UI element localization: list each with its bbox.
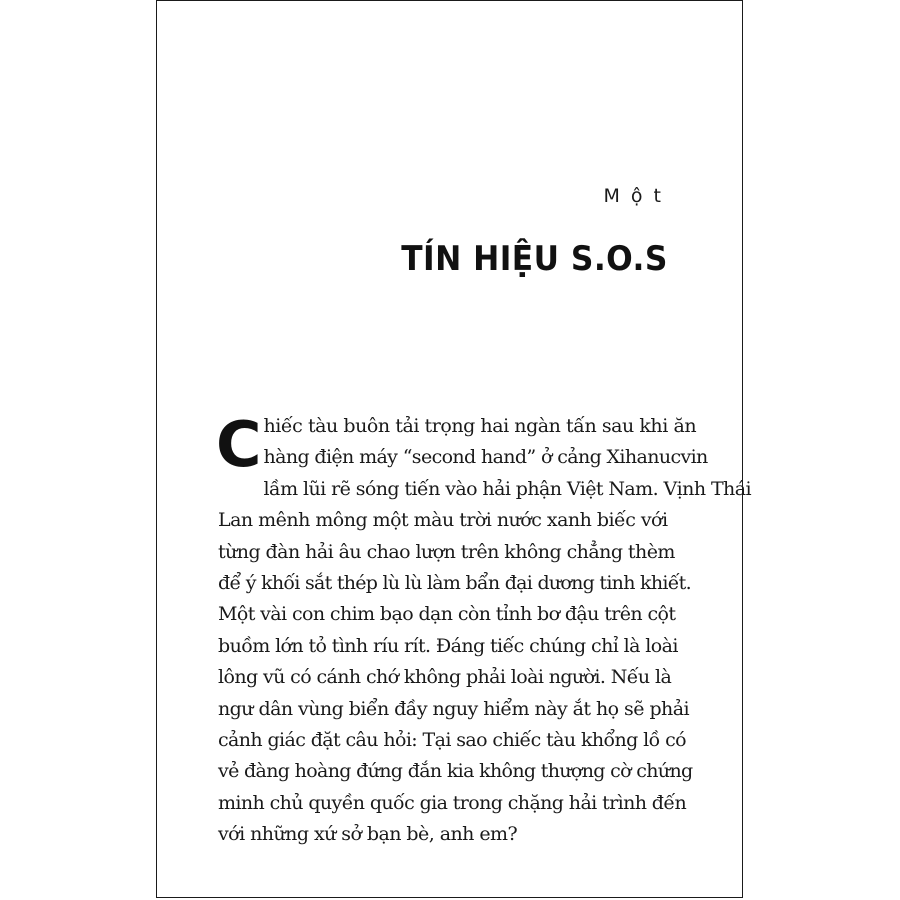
text-line: để ý khối sắt thép lù lù làm bẩn đại dương tinh khiết.	[218, 572, 691, 595]
text-line: vẻ đàng hoàng đứng đắn kia không thượng cờ chứng	[218, 760, 693, 783]
text-line: ngư dân vùng biển đầy nguy hiểm này ắt họ sẽ phải	[218, 697, 690, 720]
text-line: cảnh giác đặt câu hỏi: Tại sao chiếc tàu khổng lồ có	[218, 729, 687, 752]
text-line: với những xứ sở bạn bè, anh em?	[218, 823, 518, 846]
text-line: hàng điện máy “second hand” ở cảng Xihanucvin	[263, 446, 708, 469]
text-line: lông vũ có cánh chớ không phải loài người. Nếu là	[218, 666, 672, 689]
drop-cap: C	[216, 408, 262, 481]
chapter-body-paragraph	[216, 408, 751, 851]
chapter-title: TÍN HIỆU S.O.S	[401, 239, 668, 279]
text-line: Lan mênh mông một màu trời nước xanh biếc với	[218, 509, 668, 532]
text-line: từng đàn hải âu chao lượn trên không chẳng thèm	[218, 540, 675, 563]
text-line: hiếc tàu buôn tải trọng hai ngàn tấn sau khi ăn	[263, 415, 697, 437]
text-line: lầm lũi rẽ sóng tiến vào hải phận Việt Nam. Vịnh Thái	[263, 477, 751, 500]
text-line: minh chủ quyền quốc gia trong chặng hải trình đến	[218, 791, 687, 814]
text-line: buồm lớn tỏ tình ríu rít. Đáng tiếc chúng chỉ là loài	[218, 634, 678, 657]
book-page	[156, 0, 751, 898]
chapter-number-label: Một	[603, 185, 672, 207]
text-line: Một vài con chim bạo dạn còn tỉnh bơ đậu trên cột	[218, 603, 676, 626]
